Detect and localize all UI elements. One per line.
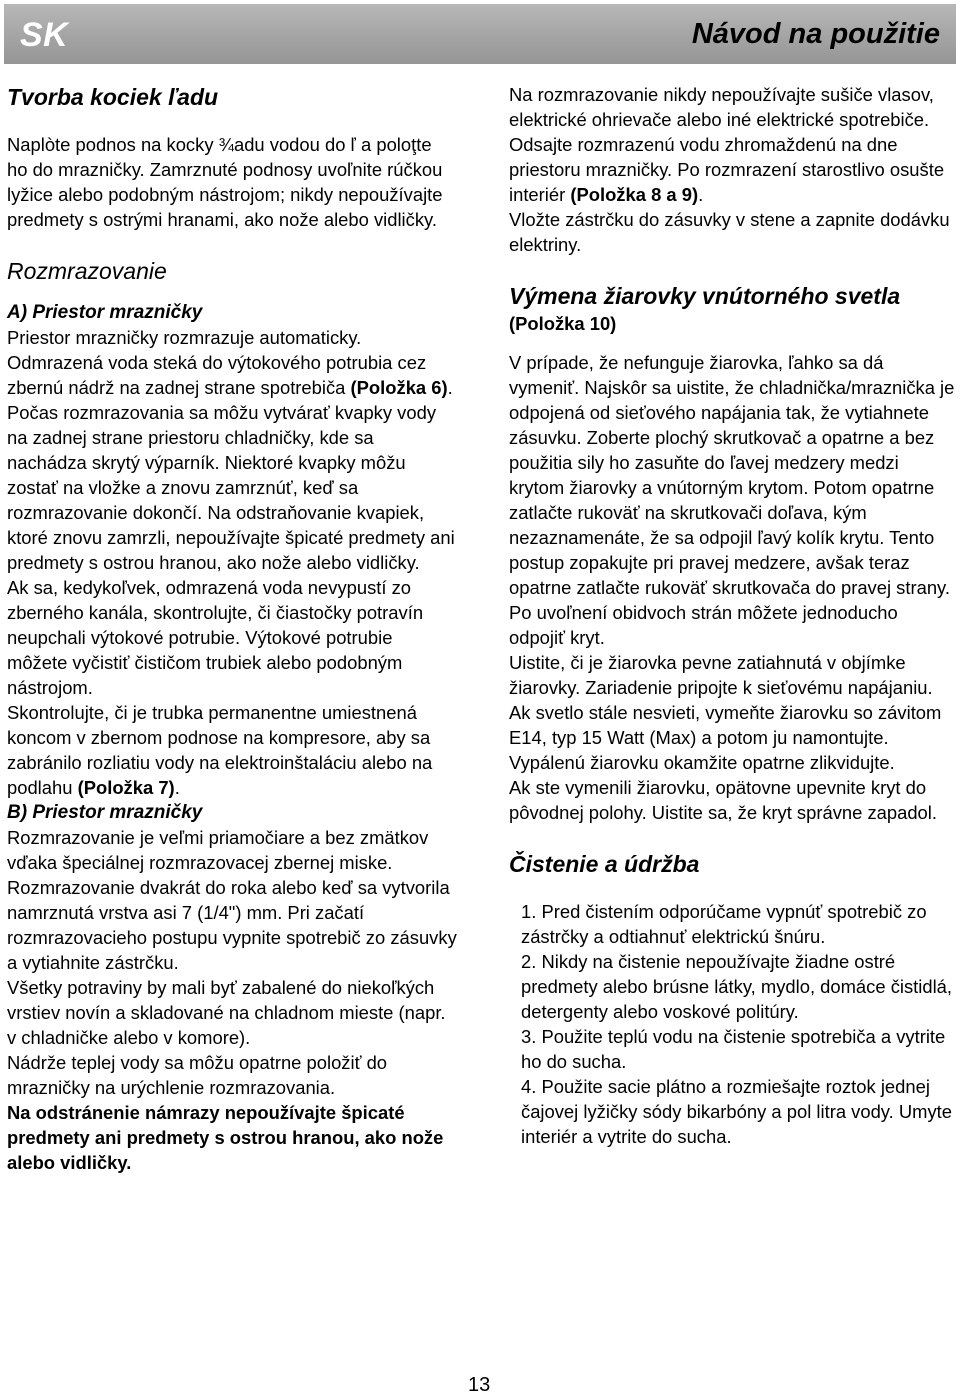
defrost-a-paragraph-1: Priestor mrazničky rozmrazuje automaticky. [7,327,362,348]
item-10-reference-text: (Položka 10) [509,313,617,334]
bulb-replacement-heading: Výmena žiarovky vnútorného svetla [509,283,901,309]
cleaning-heading: Čistenie a údržba [509,851,700,877]
defrost-a-paragraph-5 [7,700,457,800]
bulb-paragraph-2: Uistite, či je žiarovka pevne zatiahnutá v objímke žiarovky. Zariadenie pripojte k sieťovému napájaniu. Ak svetlo stále nesvieti, vymeňte žiarovku so závitom E14, typ 15 Watt (Max) a potom ju namontujte. Vypálenú žiarovku okamžite opatrne zlikvidujte. [509,652,942,773]
defrosting-heading: Rozmrazovanie [7,258,167,284]
cleaning-step: 3. Použite teplú vodu na čistenie spotrebiča a vytrite ho do sucha. [521,1026,946,1072]
language-code: SK [20,16,69,54]
defrost-cont-paragraph-3: Vložte zástrčku do zásuvky v stene a zapnite dodávku elektriny. [509,209,950,255]
cleaning-step: 4. Použite sacie plátno a rozmiešajte roztok jednej čajovej lyžičky sódy bikarbóny a pol litra vody. Umyte interiér a vytrite do sucha. [521,1076,952,1147]
defrost-a-paragraph-5-end: . [174,777,180,798]
defrosting-continued [509,82,955,257]
bulb-replacement-section [509,281,955,825]
cleaning-step: 1. Pred čistením odporúčame vypnúť spotrebič zo zástrčky a odtiahnuť elektrickú šnúru. [521,901,927,947]
defrost-cont-paragraph-2-end: . [698,184,704,205]
defrost-a-paragraph-3: Počas rozmrazovania sa môžu vytvárať kvapky vody na zadnej strane priestoru chladničky, kde sa nachádza skrytý výparník. Niektoré kvapky môžu zostať na vložke a znovu zamrznúť, keď sa rozmrazovanie dokončí. Na odstraňovanie kvapiek, ktoré znovu zamrzli, nepoužívajte špicaté predmety ani predmety s ostrou hranou, ako nože alebo vidličky. [7,402,455,573]
page-number: 13 [468,1374,491,1396]
defrost-cont-paragraph-2 [509,132,955,207]
defrost-warning-text: Na odstránenie námrazy nepoužívajte špicaté predmety ani predmety s ostrou hranou, ako nože alebo vidličky. [7,1102,444,1173]
defrost-b-paragraph-4: Nádrže teplej vody sa môžu opatrne položiť do mrazničky na urýchlenie rozmrazovania. [7,1052,388,1098]
header-bar [4,4,956,64]
bulb-paragraph-3: Ak ste vymenili žiarovku, opätovne upevnite kryt do pôvodnej polohy. Uistite sa, že kryt správne zapadol. [509,777,937,823]
defrost-b-paragraph-3: Všetky potraviny by mali byť zabalené do niekoľkých vrstiev novín a skladované na chladnom mieste (napr. v chladničke alebo v komore). [7,977,446,1048]
defrost-a-paragraph-5-text: Skontrolujte, či je trubka permanentne umiestnená koncom v zbernom podnose na kompresore, aby sa zabránilo rozliatiu vody na elektroinštaláciu alebo na podlahu [7,702,433,798]
left-column [7,82,457,1175]
item-10-reference [509,311,955,336]
defrost-a-paragraph-4: Ak sa, kedykoľvek, odmrazená voda nevypustí zo zberného kanála, skontrolujte, či čiastočky potravín neupchali výtokové potrubie. Výtokové potrubie môžete vyčistiť čističom trubiek alebo podobným nástrojom. [7,577,424,698]
cleaning-steps [509,899,955,1149]
defrosting-section [7,256,457,1175]
defrost-cont-paragraph-2-text: Odsajte rozmrazenú vodu zhromaždenú na dne priestoru mrazničky. Po rozmrazení starostlivo osušte interiér [509,134,945,205]
cleaning-step: 2. Nikdy na čistenie nepoužívajte žiadne ostré predmety alebo brúsne látky, mydlo, domáce čistidlá, detergenty alebo voskové politúry. [521,951,953,1022]
bulb-paragraph-1: V prípade, že nefunguje žiarovka, ľahko sa dá vymeniť. Najskôr sa uistite, že chladnička/mraznička je odpojená od sieťového napájania tak, že vytiahnete zásuvku. Zoberte plochý skrutkovač a opatrne a bez použitia sily ho zasuňte do ľavej medzery medzi krytom žiarovky a vnútorným krytom. Potom opatrne zatlačte rukoväť na skrutkovači doľava, kým nezaznamenáte, že sa odpojil ľavý kolík krytu. Tento postup zopakujte pri pravej medzere, avšak teraz opatrne zatlačte rukoväť skrutkovača do pravej strany. Po uvoľnení obidvoch strán môžete jednoducho odpojiť kryt. [509,352,955,648]
freezer-b-subheading: B) Priestor mrazničky [7,802,203,823]
cleaning-section [509,849,955,1149]
manual-title: Návod na použitie [691,18,940,50]
item-7-reference: (Položka 7) [77,777,175,798]
right-column [509,82,955,1149]
defrost-cont-paragraph-1: Na rozmrazovanie nikdy nepoužívajte sušiče vlasov, elektrické ohrievače alebo iné elektrické spotrebiče. [509,84,934,130]
freezer-a-subheading: A) Priestor mrazničky [7,302,203,323]
defrost-b-paragraph-2: Rozmrazovanie dvakrát do roka alebo keď sa vytvorila namrznutá vrstva asi 7 (1/4") mm. Pri začatí rozmrazovacieho postupu vypnite spotrebič zo zásuvky a vytiahnite zástrčku. [7,877,457,973]
item-8-9-reference: (Položka 8 a 9) [570,184,699,205]
defrost-a-paragraph-2-end: . [447,377,453,398]
defrost-warning [7,1100,457,1175]
ice-cubes-heading: Tvorba kociek ľadu [7,84,219,110]
defrost-b-paragraph-1: Rozmrazovanie je veľmi priamočiare a bez zmätkov vďaka špeciálnej rozmrazovacej zbernej miske. [7,827,429,873]
item-6-reference: (Položka 6) [350,377,448,398]
defrost-a-paragraph-2 [7,350,457,400]
ice-cubes-text: Naplòte podnos na kocky ¾adu vodou do ľ a poloţte ho do mrazničky. Zamrznuté podnosy uvoľnite rúčkou lyžice alebo podobným nástrojom; nikdy nepoužívajte predmety s ostrými hranami, ako nože alebo vidličky. [7,134,443,230]
ice-cubes-section [7,82,457,232]
defrost-a-paragraph-2-text: Odmrazená voda steká do výtokového potrubia cez zbernú nádrž na zadnej strane spotrebiča [7,352,427,398]
